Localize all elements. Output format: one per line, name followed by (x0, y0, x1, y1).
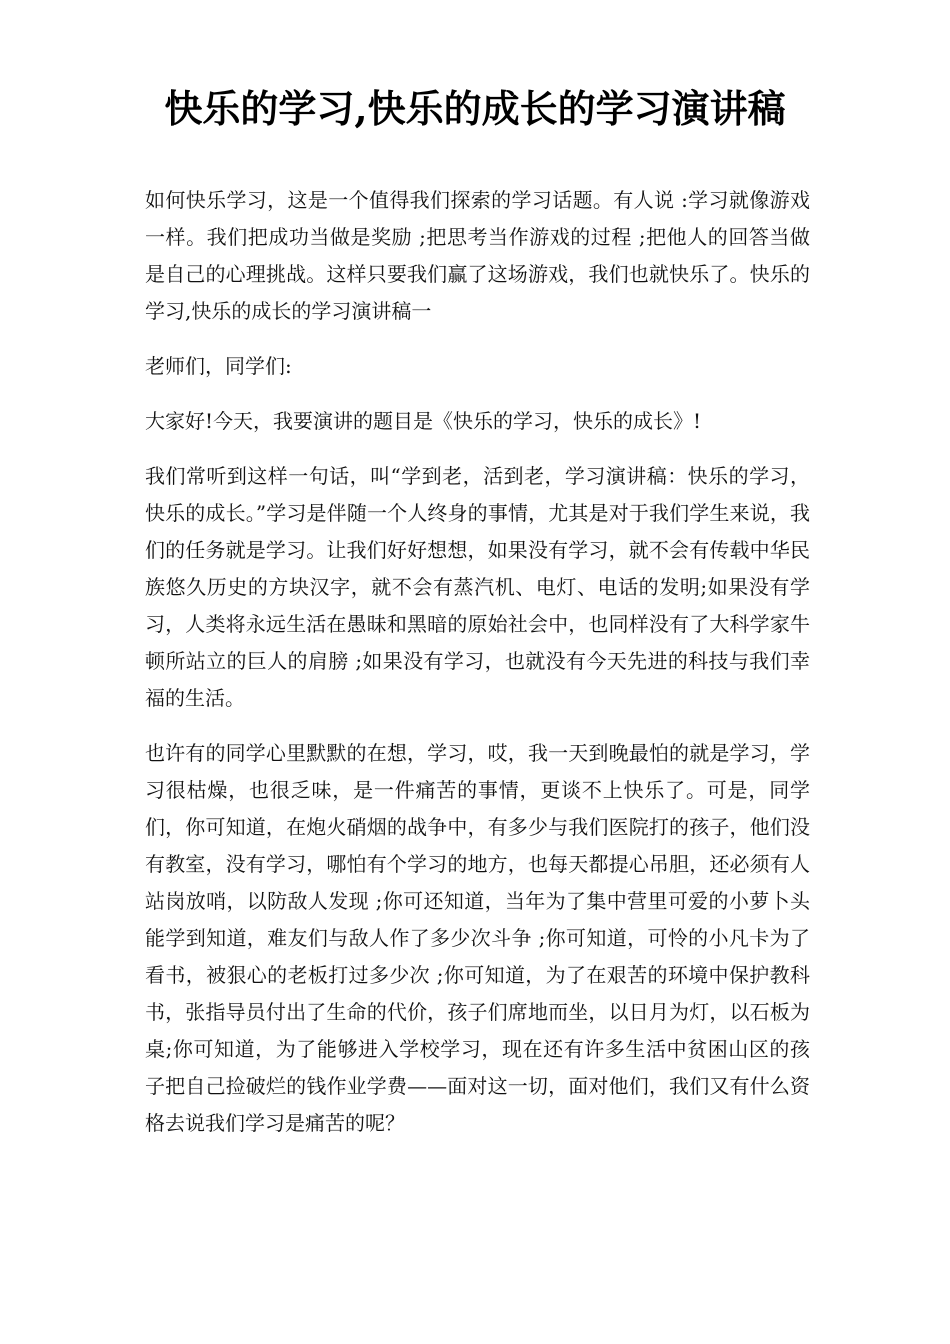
paragraph-learning-is-not-painful: 也许有的同学心里默默的在想，学习，哎，我一天到晚最怕的就是学习，学习很枯燥，也很乏味，是一件痛苦的事情，更谈不上快乐了。可是，同学们，你可知道，在炮火硝烟的战争中，有多少与我们医院打的孩子，他们没有教室，没有学习，哪怕有个学习的地方，也每天都提心吊胆，还必须有人站岗放哨，以防敌人发现 ;你可还知道，当年为了集中营里可爱的小萝卜头能学到知道，难友们与敌人作了多少次斗争 ;你可知道，可怜的小凡卡为了看书，被狠心的老板打过多少次 ;你可知道，为了在艰苦的环境中保护教科书，张指导员付出了生命的代价，孩子们席地而坐，以日月为灯，以石板为桌;你可知道，为了能够进入学校学习，现在还有许多生活中贫困山区的孩子把自己捡破烂的钱作业学费——面对这一切，面对他们，我们又有什么资格去说我们学习是痛苦的呢？ (145, 741, 810, 1135)
paragraph-intro: 如何快乐学习，这是一个值得我们探索的学习话题。有人说 :学习就像游戏一样。我们把成功当做是奖励 ;把思考当作游戏的过程 ;把他人的回答当做是自己的心理挑战。这样只要我们赢了这场游戏，我们也就快乐了。快乐的学习,快乐的成长的学习演讲稿一 (145, 188, 810, 323)
paragraph-salutation: 老师们，同学们: (145, 354, 292, 378)
paragraph-greeting: 大家好!今天，我要演讲的题目是《快乐的学习，快乐的成长》! (145, 409, 702, 433)
document-title: 快乐的学习,快乐的成长的学习演讲稿 (164, 86, 786, 131)
document-body (145, 182, 810, 1160)
paragraph-importance-of-learning: 我们常听到这样一句话，叫“学到老，活到老，学习演讲稿：快乐的学习，快乐的成长。”学习是伴随一个人终身的事情，尤其是对于我们学生来说，我们的任务就是学习。让我们好好想想，如果没有学习，就不会有传载中华民族悠久历史的方块汉字，就不会有蒸汽机、电灯、电话的发明;如果没有学习，人类将永远生活在愚昧和黑暗的原始社会中，也同样没有了大科学家牛顿所站立的巨人的肩膀 ;如果没有学习，也就没有今天先进的科技与我们幸福的生活。 (145, 464, 810, 710)
